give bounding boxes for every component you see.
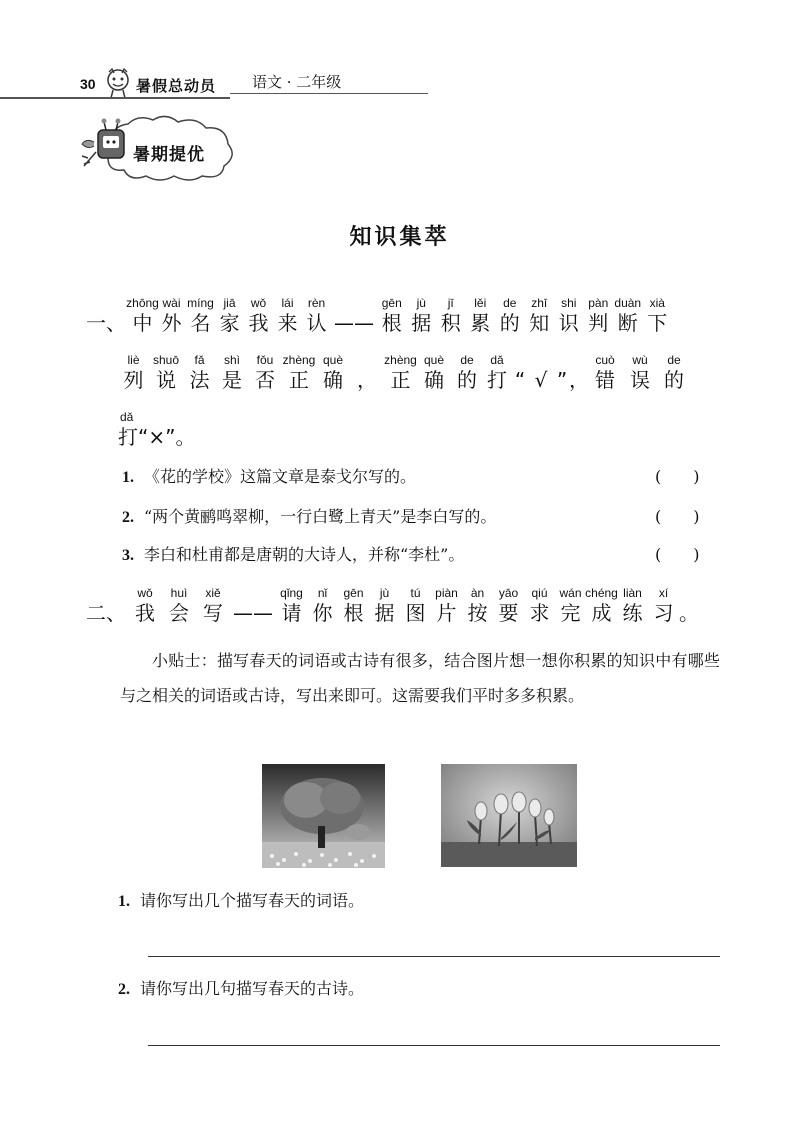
- q1-line2-char: [183, 353, 216, 393]
- hanzi: 识: [558, 311, 579, 335]
- q2-instr-char: [493, 586, 524, 626]
- q1-line2-char: [417, 353, 451, 393]
- hanzi: 法: [189, 368, 210, 392]
- hanzi: 的: [499, 311, 520, 335]
- pinyin: wán: [559, 586, 582, 600]
- pinyin: zhèng: [384, 353, 417, 367]
- pinyin: yāo: [498, 586, 519, 600]
- q1-line3: [118, 410, 195, 450]
- pinyin: jiā: [223, 296, 236, 310]
- pinyin: àn: [470, 586, 485, 600]
- answer-line-1[interactable]: [148, 956, 720, 957]
- task-text: 请你写出几个描写春天的词语。: [140, 891, 365, 910]
- pinyin: liàn: [623, 586, 642, 600]
- q1-line2-char: [571, 353, 587, 393]
- pinyin: wǒ: [137, 586, 153, 600]
- item-number: 1.: [122, 469, 134, 486]
- hanzi: 列: [123, 368, 144, 392]
- pinyin: rèn: [307, 296, 326, 310]
- hanzi: 会: [169, 601, 189, 625]
- q2-instr-char: [462, 586, 493, 626]
- q1-line2-char: [587, 353, 623, 393]
- q1-instr-char: [525, 296, 555, 336]
- q2-instr-char: [431, 586, 462, 626]
- pinyin: wù: [632, 353, 648, 367]
- q2-instr-char: [307, 586, 338, 626]
- q2-instr-char: [648, 586, 679, 626]
- pinyin: zhī: [531, 296, 548, 310]
- q2-instr-char: [400, 586, 431, 626]
- hanzi: 错: [595, 368, 615, 392]
- task-number: 1.: [118, 893, 130, 910]
- q2-title-char: [162, 586, 196, 626]
- q1-instr-char: [643, 296, 673, 336]
- q1-title-char: [186, 296, 215, 336]
- pinyin: qǐng: [280, 586, 303, 600]
- hanzi: 我: [135, 601, 155, 625]
- hanzi: 正: [289, 368, 309, 392]
- header-rule: [0, 97, 230, 99]
- pinyin: gēn: [381, 296, 402, 310]
- hanzi: 打: [487, 368, 507, 392]
- q1-line2-char: [529, 353, 553, 393]
- pinyin: duàn: [614, 296, 642, 310]
- q2-title-char: [128, 586, 162, 626]
- hanzi: 积: [440, 311, 461, 335]
- pinyin: gēn: [343, 586, 364, 600]
- hanzi: 写: [203, 601, 223, 625]
- item-number: 3.: [122, 547, 134, 564]
- hanzi: 误: [630, 368, 650, 392]
- q1-line2-char: [384, 353, 417, 393]
- q1-title-char: [302, 296, 331, 336]
- hanzi: 来: [277, 311, 298, 335]
- q1-line2-char: [483, 353, 511, 393]
- pinyin: pàn: [588, 296, 609, 310]
- q2-dash: ——: [233, 601, 273, 625]
- pinyin: lěi: [474, 296, 487, 310]
- q2-title-char: [196, 586, 230, 626]
- hanzi: 外: [161, 311, 182, 335]
- q1-line2-char: [216, 353, 248, 393]
- item-text: 李白和杜甫都是唐朝的大诗人，并称“李杜”。: [144, 545, 465, 564]
- hanzi: 图: [405, 601, 426, 625]
- section-title: 知识集萃: [349, 225, 450, 250]
- q2-instr-char: [276, 586, 307, 626]
- pinyin: cuò: [595, 353, 615, 367]
- pinyin: tú: [410, 586, 421, 600]
- sprouting-tulips-image: [441, 764, 577, 867]
- badge-label: 暑期提优: [133, 145, 205, 165]
- hanzi: 判: [588, 311, 609, 335]
- hanzi: “: [514, 368, 526, 392]
- q1-line2-char: [623, 353, 657, 393]
- q2-end-punct: 。: [679, 601, 699, 625]
- q1-instr-char: [466, 296, 496, 336]
- page-number: 30: [80, 76, 96, 92]
- q1-marker: 一、: [86, 311, 126, 335]
- pinyin: jù: [416, 296, 426, 310]
- pinyin: xiě: [205, 586, 221, 600]
- pinyin: wǒ: [250, 296, 267, 310]
- hanzi: 认: [306, 311, 327, 335]
- hanzi: 根: [343, 601, 364, 625]
- q1-item-2: [122, 504, 496, 527]
- pinyin: de: [667, 353, 681, 367]
- q2-instr-char: [369, 586, 400, 626]
- q1-instr-char: [436, 296, 466, 336]
- hanzi: 片: [436, 601, 457, 625]
- pinyin: jī: [447, 296, 454, 310]
- q2-heading: [84, 586, 699, 626]
- pinyin: wài: [162, 296, 181, 310]
- item-text: “两个黄鹂鸣翠柳，一行白鹭上青天”是李白写的。: [144, 507, 497, 526]
- hanzi: 根: [381, 311, 402, 335]
- hanzi: 据: [374, 601, 395, 625]
- q1-title-char: [128, 296, 157, 336]
- hanzi: 断: [617, 311, 638, 335]
- q1-line2: [118, 353, 691, 393]
- pinyin: xià: [649, 296, 665, 310]
- q1-title-char: [157, 296, 186, 336]
- hanzi: ，: [569, 368, 589, 392]
- hanzi: 正: [390, 368, 411, 392]
- pinyin: fǒu: [256, 353, 274, 367]
- pinyin: shuō: [152, 353, 180, 367]
- pinyin: piàn: [435, 586, 458, 600]
- hanzi: 家: [219, 311, 240, 335]
- pinyin: de: [503, 296, 517, 310]
- pinyin: zhōng: [126, 296, 159, 310]
- q1-instr-char: [613, 296, 643, 336]
- pinyin: lái: [281, 296, 294, 310]
- hanzi: 名: [190, 311, 211, 335]
- tip-paragraph: 小贴士：描写春天的词语或古诗有很多，结合图片想一想你积累的知识中有哪些与之相关的词语或古诗，写出来即可。这需要我们平时多多积累。: [120, 651, 720, 705]
- hanzi: 按: [467, 601, 488, 625]
- hanzi: 累: [470, 311, 491, 335]
- hanzi: 下: [647, 311, 668, 335]
- pinyin: chéng: [585, 586, 618, 600]
- hanzi: 练: [622, 601, 643, 625]
- q1-title-char: [273, 296, 302, 336]
- hanzi: 习: [653, 601, 674, 625]
- q1-dash: ——: [334, 311, 374, 335]
- q1-title-char: [215, 296, 244, 336]
- q2-task-1: [118, 888, 364, 911]
- hanzi: ，: [357, 368, 377, 392]
- hanzi: 的: [664, 368, 684, 392]
- q1-line2-char: [451, 353, 483, 393]
- hanzi: 求: [529, 601, 550, 625]
- q2-marker: 二、: [86, 601, 126, 625]
- hanzi: 据: [411, 311, 432, 335]
- q1-line2-char: [149, 353, 183, 393]
- hanzi: 完: [560, 601, 581, 625]
- q1-line2-char: [316, 353, 350, 393]
- q2-instr-char: [555, 586, 586, 626]
- pinyin: nǐ: [317, 586, 328, 600]
- hanzi: 确: [323, 368, 343, 392]
- q1-line3-text: 打“×”。: [118, 425, 196, 449]
- pinyin: míng: [187, 296, 214, 310]
- hanzi: 请: [281, 601, 302, 625]
- pinyin: shì: [223, 353, 240, 367]
- q1-instr-char: [554, 296, 584, 336]
- q1-item-1: [122, 464, 416, 487]
- hanzi: √: [534, 368, 548, 392]
- pinyin: zhèng: [282, 353, 316, 367]
- answer-blank-3[interactable]: ( ): [655, 545, 700, 564]
- hanzi: 你: [312, 601, 333, 625]
- answer-line-2[interactable]: [148, 1045, 720, 1046]
- hanzi: 我: [248, 311, 269, 335]
- q1-instr-char: [407, 296, 437, 336]
- pinyin: fǎ: [194, 353, 205, 367]
- item-number: 2.: [122, 509, 134, 526]
- pinyin: huì: [170, 586, 188, 600]
- q2-instr-char: [586, 586, 617, 626]
- q1-title-char: [244, 296, 273, 336]
- pinyin: què: [322, 353, 344, 367]
- q1-heading: [84, 296, 672, 336]
- hanzi: ”: [556, 368, 568, 392]
- hanzi: 中: [132, 311, 153, 335]
- q1-line2-char: [282, 353, 316, 393]
- pinyin: xí: [658, 586, 669, 600]
- hanzi: 否: [255, 368, 275, 392]
- q1-instr-char: [377, 296, 407, 336]
- q2-instr-char: [524, 586, 555, 626]
- answer-blank-1[interactable]: ( ): [655, 467, 700, 486]
- pinyin: de: [460, 353, 474, 367]
- hanzi: 成: [591, 601, 612, 625]
- spring-tree-image: [262, 764, 385, 868]
- hanzi: 确: [424, 368, 444, 392]
- hanzi: 的: [457, 368, 477, 392]
- q1-instr-char: [495, 296, 525, 336]
- q2-task-2: [118, 976, 364, 999]
- header-rule-thin: [230, 93, 428, 94]
- q2-instr-char: [617, 586, 648, 626]
- hanzi: 知: [529, 311, 550, 335]
- pinyin: dǎ: [490, 353, 504, 367]
- pinyin: shi: [561, 296, 577, 310]
- pinyin: què: [423, 353, 445, 367]
- q2-instr-char: [338, 586, 369, 626]
- item-text: 《花的学校》这篇文章是泰戈尔写的。: [144, 467, 417, 486]
- pinyin: qiú: [531, 586, 548, 600]
- q1-line2-char: [118, 353, 149, 393]
- subject-label: 语文 · 二年级: [252, 73, 342, 91]
- q1-line2-char: [248, 353, 282, 393]
- task-text: 请你写出几句描写春天的古诗。: [140, 979, 365, 998]
- q1-line2-char: [511, 353, 529, 393]
- pinyin: jù: [379, 586, 390, 600]
- hanzi: 要: [498, 601, 519, 625]
- q1-line2-char: [657, 353, 691, 393]
- mascot-icon: [103, 66, 133, 100]
- pinyin: liè: [127, 353, 140, 367]
- q1-item-3: [122, 542, 464, 565]
- answer-blank-2[interactable]: ( ): [655, 507, 700, 526]
- task-number: 2.: [118, 981, 130, 998]
- q1-line2-char: [350, 353, 384, 393]
- brand-title: 暑假总动员: [136, 77, 217, 95]
- hanzi: 是: [222, 368, 242, 392]
- hanzi: 说: [156, 368, 176, 392]
- q1-line3-pinyin: dǎ: [120, 410, 134, 424]
- q1-instr-char: [584, 296, 614, 336]
